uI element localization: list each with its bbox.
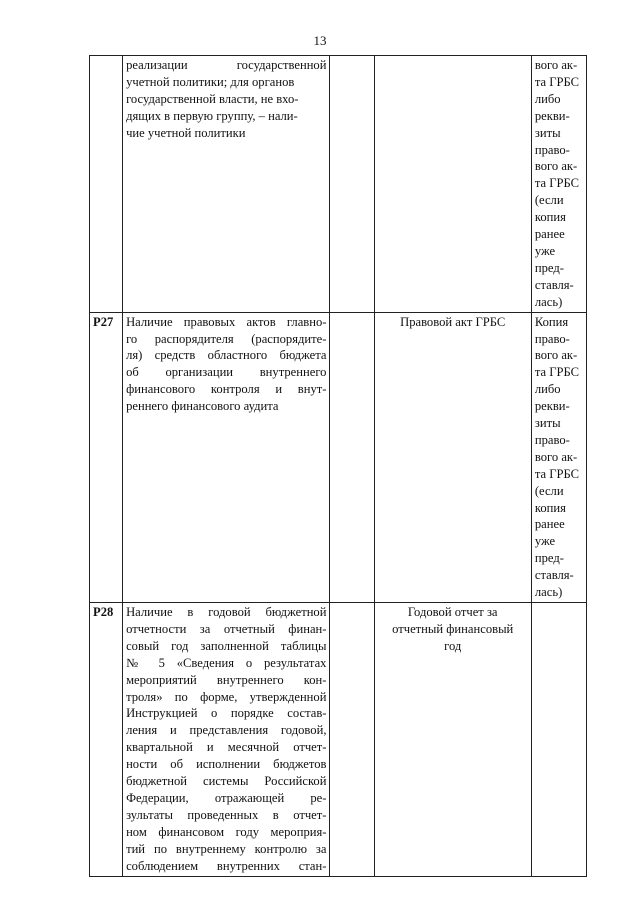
note-line: копия bbox=[534, 210, 566, 225]
row-note bbox=[531, 312, 586, 602]
empty-cell bbox=[330, 312, 374, 602]
description-line: чие учетной политики bbox=[126, 125, 246, 140]
source-line: Правовой акт ГРБС bbox=[400, 314, 506, 329]
note-line: ранее bbox=[534, 517, 565, 532]
note-line: либо bbox=[534, 91, 561, 106]
requirements-table bbox=[89, 55, 587, 877]
note-line: ставля- bbox=[534, 568, 574, 583]
note-line: ставля- bbox=[534, 277, 574, 292]
description-line: Инструкцией о порядке состав- bbox=[126, 706, 327, 721]
row-source bbox=[374, 312, 531, 602]
description-line: го распорядителя (распорядите- bbox=[126, 331, 327, 346]
row-source bbox=[374, 56, 531, 313]
note-line: (если bbox=[534, 193, 564, 208]
description-line: отчетности за отчетный финан- bbox=[126, 621, 327, 636]
description-line: Наличие в годовой бюджетной bbox=[126, 605, 327, 619]
row-code: Р27 bbox=[90, 312, 123, 602]
description-line: Наличие правовых актов главно- bbox=[126, 314, 327, 329]
description-line: соблюдением внутренних стан- bbox=[126, 858, 327, 873]
note-line: зиты bbox=[534, 416, 561, 431]
description-line: мероприятий внутреннего кон- bbox=[126, 672, 327, 687]
row-note bbox=[531, 603, 586, 877]
description-line: троля» по форме, утвержденной bbox=[126, 689, 327, 704]
source-line: год bbox=[444, 638, 462, 653]
row-note bbox=[531, 56, 586, 313]
row-description bbox=[123, 603, 330, 877]
description-line: ности об исполнении бюджетов bbox=[126, 757, 327, 772]
row-source bbox=[374, 603, 531, 877]
description-line: финансового контроля и внут- bbox=[126, 382, 327, 397]
note-line: та ГРБС bbox=[534, 365, 580, 380]
note-line: право- bbox=[534, 331, 570, 346]
description-line: совый год заполненной таблицы bbox=[126, 638, 327, 653]
description-line: реннего финансового аудита bbox=[126, 399, 279, 414]
description-line: квартальной и месячной отчет- bbox=[126, 740, 327, 755]
row-description bbox=[123, 312, 330, 602]
note-line: Копия bbox=[534, 314, 569, 329]
row-code bbox=[90, 56, 123, 313]
note-line: та ГРБС bbox=[534, 176, 580, 191]
page-number: 13 bbox=[313, 33, 327, 48]
note-line: лась) bbox=[534, 585, 563, 600]
description-line: зультаты проведенных в отчет- bbox=[126, 807, 327, 822]
source-line: отчетный финансовый bbox=[392, 621, 514, 636]
row-description bbox=[123, 56, 330, 313]
note-line: пред- bbox=[534, 260, 564, 275]
note-line: зиты bbox=[534, 125, 561, 140]
note-line: вого ак- bbox=[534, 449, 578, 464]
empty-cell bbox=[330, 56, 374, 313]
note-line: вого ак- bbox=[534, 159, 578, 174]
description-line: бюджетной системы Российской bbox=[126, 774, 327, 789]
note-line: та ГРБС bbox=[534, 74, 580, 89]
description-line: дящих в первую группу, – нали- bbox=[126, 108, 298, 123]
note-line: рекви- bbox=[534, 399, 570, 414]
note-line: пред- bbox=[534, 551, 564, 566]
description-line: Федерации, отражающей ре- bbox=[126, 790, 327, 805]
empty-cell bbox=[330, 603, 374, 877]
note-line: рекви- bbox=[534, 108, 570, 123]
description-line: реализации государственной bbox=[126, 58, 327, 72]
description-line: государственной власти, не вхо- bbox=[126, 91, 299, 106]
note-line: уже bbox=[534, 534, 556, 549]
note-line: (если bbox=[534, 483, 564, 498]
description-line: ном финансовом году мероприя- bbox=[126, 824, 327, 839]
note-line: право- bbox=[534, 142, 570, 157]
description-line: ления и представления годовой, bbox=[126, 723, 327, 738]
table-row bbox=[90, 312, 587, 602]
note-line: та ГРБС bbox=[534, 466, 580, 481]
source-line: Годовой отчет за bbox=[407, 605, 498, 619]
note-line: право- bbox=[534, 432, 570, 447]
table-row bbox=[90, 603, 587, 877]
table-row bbox=[90, 56, 587, 313]
note-line: вого ак- bbox=[534, 58, 578, 72]
note-line: вого ак- bbox=[534, 348, 578, 363]
description-line: тий по внутреннему контролю за bbox=[126, 841, 327, 856]
row-code: Р28 bbox=[90, 603, 123, 877]
description-line: учетной политики; для органов bbox=[126, 74, 295, 89]
note-line: лась) bbox=[534, 294, 563, 309]
note-line: копия bbox=[534, 500, 566, 515]
description-line: ля) средств областного бюджета bbox=[126, 348, 327, 363]
note-line: ранее bbox=[534, 227, 565, 242]
note-line: уже bbox=[534, 243, 556, 258]
description-line: № 5 «Сведения о результатах bbox=[126, 655, 327, 670]
description-line: об организации внутреннего bbox=[126, 365, 327, 380]
note-line: либо bbox=[534, 382, 561, 397]
